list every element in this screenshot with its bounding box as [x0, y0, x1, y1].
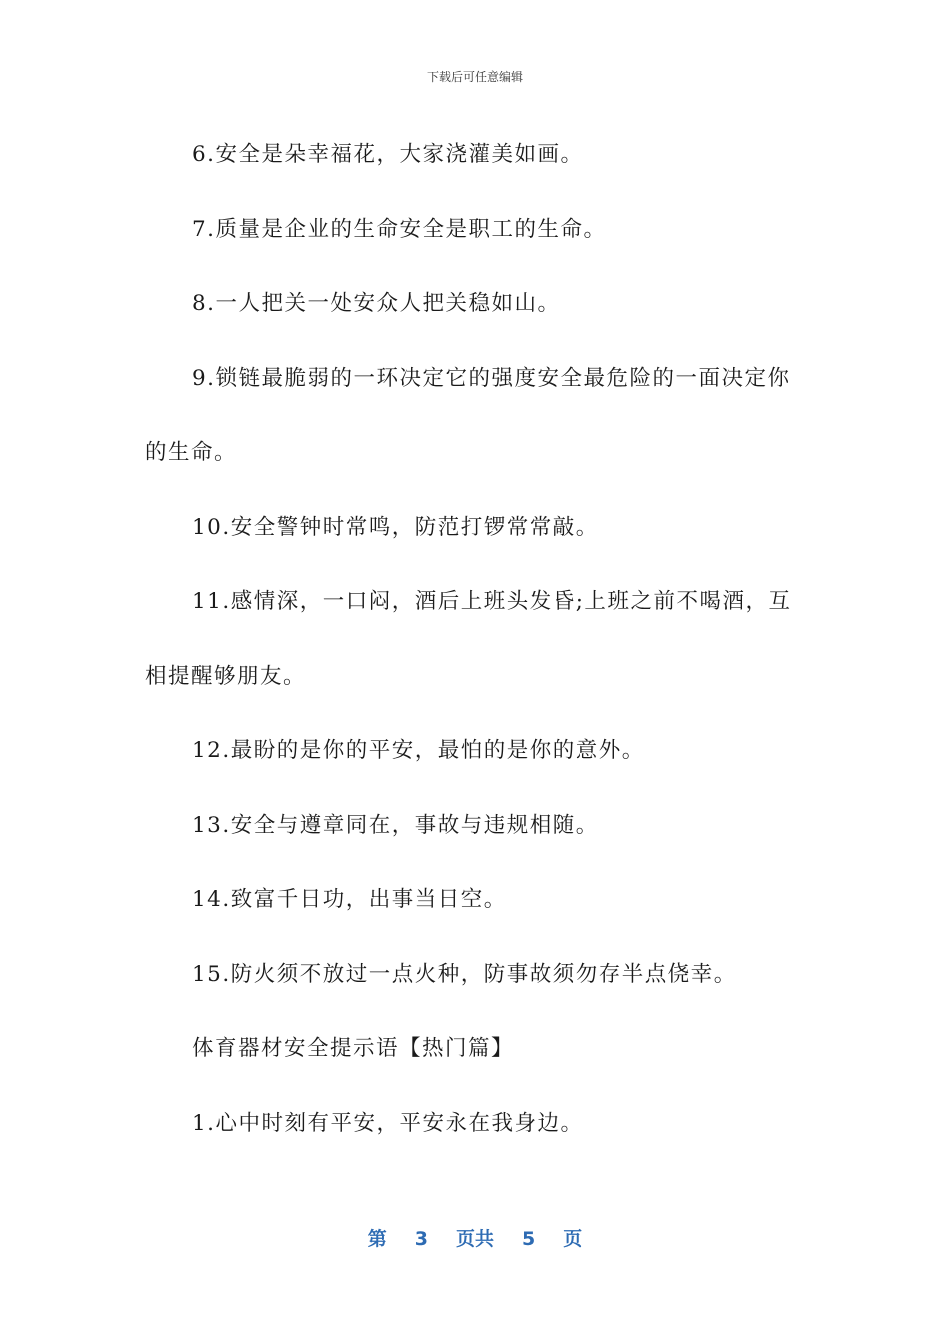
- paragraph-item-11: 11.感情深，一口闷，酒后上班头发昏;上班之前不喝酒，互相提醒够朋友。: [145, 589, 792, 689]
- footer-current-page: 3: [414, 1228, 428, 1250]
- paragraph-item-10: 10.安全警钟时常鸣，防范打锣常常敲。: [192, 514, 599, 540]
- page-footer: [0, 1224, 950, 1251]
- document-body: [145, 118, 805, 1161]
- paragraph-item-12: 12.最盼的是你的平安，最怕的是你的意外。: [192, 738, 645, 763]
- header-note: 下载后可任意编辑: [426, 70, 523, 84]
- footer-total-pages: 5: [522, 1228, 536, 1250]
- paragraph-item-7: 7.质量是企业的生命安全是职工的生命。: [192, 216, 607, 242]
- paragraph-item-15: 15.防火须不放过一点火种，防事故须勿存半点侥幸。: [192, 961, 737, 987]
- paragraph-item-9: 9.锁链最脆弱的一环决定它的强度安全最危险的一面决定你的生命。: [145, 365, 791, 465]
- paragraph-item-8: 8.一人把关一处安众人把关稳如山。: [192, 291, 561, 316]
- footer-prefix: 第: [367, 1228, 387, 1250]
- paragraph-item-14: 14.致富千日功，出事当日空。: [192, 887, 507, 912]
- paragraph-item-6: 6.安全是朵幸福花，大家浇灌美如画。: [192, 142, 584, 167]
- footer-suffix: 页: [563, 1228, 583, 1250]
- section-heading: 体育器材安全提示语【热门篇】: [192, 1036, 515, 1061]
- paragraph-item-13: 13.安全与遵章同在，事故与违规相随。: [192, 812, 599, 838]
- paragraph-item-1: 1.心中时刻有平安，平安永在我身边。: [192, 1110, 584, 1136]
- footer-middle: 页共: [455, 1228, 494, 1250]
